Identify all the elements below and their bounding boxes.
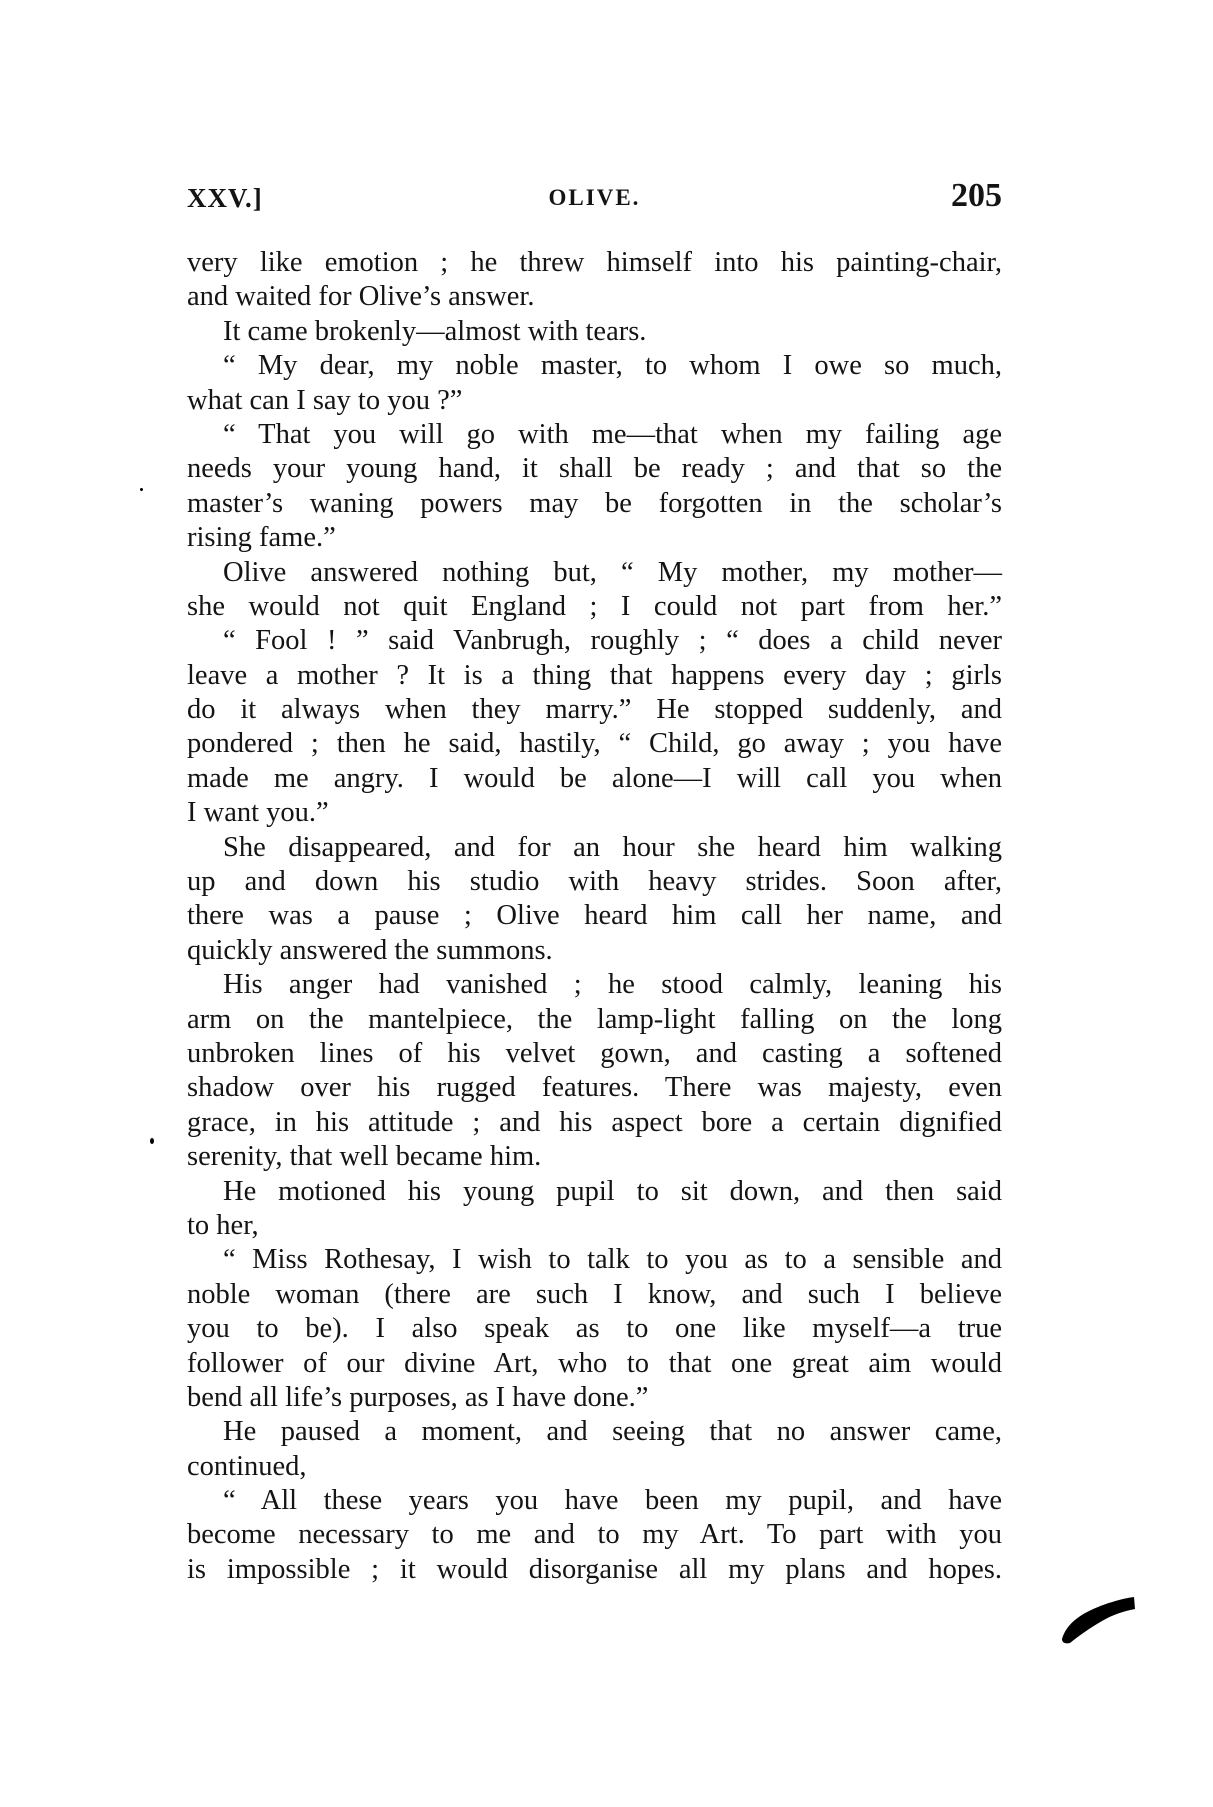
text-line: do it always when they marry.” He stopped suddenly, and	[187, 694, 1002, 726]
text-line: grace, in his attitude ; and his aspect bore a certain dignified	[187, 1106, 1002, 1138]
text-line: arm on the mantelpiece, the lamp-light falling on the long	[187, 1003, 1002, 1035]
page-body-text	[187, 246, 1002, 1587]
text-line: “ Fool ! ” said Vanbrugh, roughly ; “ does a child never	[223, 625, 1002, 657]
text-line: up and down his studio with heavy strides. Soon after,	[187, 866, 1002, 898]
text-line: His anger had vanished ; he stood calmly, leaning his	[223, 969, 1002, 1001]
text-line: noble woman (there are such I know, and such I believe	[187, 1278, 1002, 1310]
text-line: “ My dear, my noble master, to whom I owe so much,	[223, 350, 1002, 382]
text-line: there was a pause ; Olive heard him call her name, and	[187, 900, 1002, 932]
text-line: pondered ; then he said, hastily, “ Child, go away ; you have	[187, 728, 1002, 760]
scan-speck	[140, 488, 143, 491]
text-line: leave a mother ? It is a thing that happens every day ; girls	[187, 659, 1002, 691]
chapter-marker: XXV.]	[187, 183, 263, 213]
text-line: made me angry. I would be alone—I will call you when	[187, 762, 1002, 794]
text-line: is impossible ; it would disorganise all my plans and hopes.	[187, 1553, 1002, 1585]
text-line: become necessary to me and to my Art. To part with you	[187, 1519, 1002, 1551]
text-line: “ Miss Rothesay, I wish to talk to you as to a sensible and	[223, 1244, 1002, 1276]
text-line: Olive answered nothing but, “ My mother, my mother—	[223, 556, 1002, 588]
text-line: He paused a moment, and seeing that no answer came,	[223, 1416, 1002, 1448]
text-line: very like emotion ; he threw himself into his painting-chair,	[187, 247, 1002, 278]
page-number: 205	[951, 177, 1002, 214]
running-header	[187, 177, 1002, 223]
text-line: “ That you will go with me—that when my failing age	[223, 418, 1002, 450]
text-line: and waited for Olive’s answer.	[187, 281, 535, 313]
text-line: to her,	[187, 1209, 259, 1241]
text-line: serenity, that well became him.	[187, 1141, 542, 1173]
text-line: He motioned his young pupil to sit down, and then said	[223, 1175, 1002, 1207]
text-line: rising fame.”	[187, 522, 336, 554]
text-line: master’s waning powers may be forgotten in the scholar’s	[187, 487, 1002, 519]
text-line: bend all life’s purposes, as I have done.”	[187, 1381, 649, 1413]
text-line: she would not quit England ; I could not part from her.”	[187, 590, 1002, 622]
text-line: continued,	[187, 1450, 307, 1482]
text-line: I want you.”	[187, 797, 329, 829]
text-line: quickly answered the summons.	[187, 934, 553, 966]
ink-blot	[1058, 1595, 1136, 1645]
text-line: what can I say to you ?”	[187, 384, 463, 416]
text-line: needs your young hand, it shall be ready ; and that so the	[187, 453, 1002, 485]
text-line: “ All these years you have been my pupil, and have	[223, 1485, 1002, 1517]
text-line: you to be). I also speak as to one like myself—a true	[187, 1313, 1002, 1345]
text-line: It came brokenly—almost with tears.	[223, 315, 647, 347]
running-title: OLIVE.	[548, 185, 641, 210]
text-line: She disappeared, and for an hour she heard him walking	[223, 831, 1002, 863]
text-line: unbroken lines of his velvet gown, and casting a softened	[187, 1037, 1002, 1069]
text-line: shadow over his rugged features. There was majesty, even	[187, 1072, 1002, 1104]
scan-speck	[150, 1138, 154, 1144]
text-line: follower of our divine Art, who to that one great aim would	[187, 1347, 1002, 1379]
